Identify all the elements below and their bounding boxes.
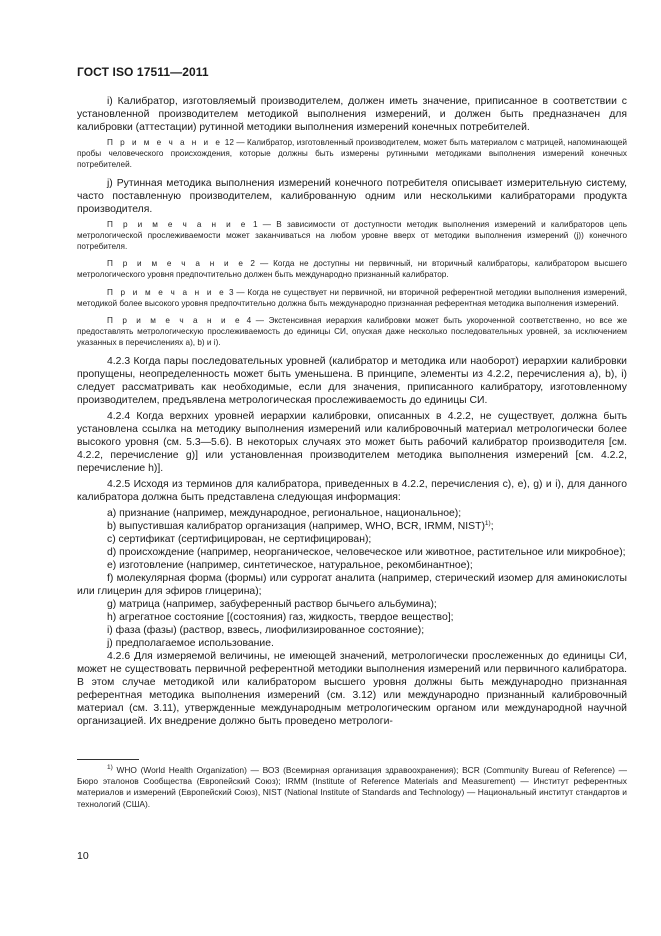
list-item-text: b) выпустившая калибратор организация (например, WHO, BCR, IRMM, NIST) xyxy=(107,520,485,532)
list-item-text: h) агрегатное состояние [(состояния) газ, жидкость, твердое вещество]; xyxy=(107,611,454,623)
list-item xyxy=(77,624,627,637)
note-text: 4 — Экстенсивная иерархия калибровки может быть укороченной соответственно, но все же предоставлять метрологическую прослеживаемость до единицы СИ, опуская даже несколько последовательных уровней, за исключением указанных в перечислениях a), b) и i). xyxy=(77,316,627,348)
list-item xyxy=(77,533,627,546)
body-paragraph: 4.2.5 Исходя из терминов для калибратора, приведенных в 4.2.2, перечисления c), e), g) и i), для данного калибратора должна быть представлена следующая информация: xyxy=(77,478,627,503)
footnote-ref: 1) xyxy=(484,519,491,527)
body-paragraph: 4.2.4 Когда верхних уровней иерархии калибровки, описанных в 4.2.2, не существует, должна быть установлена ссылка на методику выполнения измерений или калибровочный материал метрологически более высокого уровня (см. 5.3—5.6). В некоторых случаях это может быть рабочий калибратор производителя [см. 4.2.2, перечисление g)] или установленная производителем методика выполнения измерений [см. 4.2.2, перечисление h)]. xyxy=(77,410,627,474)
note-label: П р и м е ч а н и е xyxy=(107,287,227,297)
body-paragraph: 4.2.6 Для измеряемой величины, не имеющей значений, метрологически прослеженных до единицы СИ, может не существовать первичной референтной методики выполнения измерений или первичного калибратора. В этом случае методикой или калибратором высшего уровня должны быть международно признанная референтная методика выполнения измерений (см. 3.12) или международно признанный калибровочный материал (см. 3.11), утвержденные международным метрологическим органом или международной научной организацией. Их внедрение должно быть проведено метрологи- xyxy=(77,650,627,727)
list-item xyxy=(77,611,627,624)
list-item-text: f) молекулярная форма (формы) или суррогат аналита (например, стерический изомер для аминокислоты или глицерин для эфиров глицерина); xyxy=(77,572,627,597)
list-item-text: d) происхождение (например, неорганическое, человеческое или животное, растительное или микробное); xyxy=(107,546,626,558)
body-paragraph: j) Рутинная методика выполнения измерений конечного потребителя описывает измерительную систему, часто поставленную производителем, калиброванную одним или несколькими калибраторами продукта производителя. xyxy=(77,177,627,215)
note-text: 3 — Когда не существует ни первичной, ни вторичной референтной методики выполнения измерений, методикой более высокого уровня предпочтительно должна быть международно признанная референтная методика выполнения измерений. xyxy=(77,287,627,308)
footnote xyxy=(77,765,627,810)
list-item xyxy=(77,559,627,572)
note-paragraph xyxy=(77,258,627,280)
note-text: 12 — Калибратор, изготовленный производителем, может быть материалом с матрицей, напоминающей пробы человеческого происхождения, которые должны быть измерены рутинными методиками выполнения измерений конечных потребителей. xyxy=(77,138,627,170)
note-label: П р и м е ч а н и е xyxy=(107,316,242,326)
body-paragraph: i) Калибратор, изготовляемый производителем, должен иметь значение, приписанное в соответствии с установленной производителем методикой выполнения измерений, и должен быть предназначен для калибровки (аттестации) рутинной методики выполнения измерений конечных потребителей. xyxy=(77,96,627,133)
footnote-marker: 1) xyxy=(107,764,113,771)
list-item xyxy=(77,572,627,598)
note-text: 1 — В зависимости от доступности методик выполнения измерений и калибраторов цепь метрологической прослеживаемости может заканчиваться на любом уровне вверх от методики выполнения измерений (j)) конечного потребителя. xyxy=(77,219,627,252)
list-item-text: a) признание (например, международное, региональное, национальное); xyxy=(107,507,462,519)
list-item xyxy=(77,546,627,559)
document-body xyxy=(77,95,627,731)
list-item xyxy=(77,507,627,520)
document-header: ГОСТ ISO 17511—2011 xyxy=(77,65,209,79)
list-item-punct: ; xyxy=(490,520,494,532)
note-paragraph xyxy=(77,315,627,349)
page-number: 10 xyxy=(77,850,89,862)
note-paragraph xyxy=(77,219,627,253)
list-item-text: i) фаза (фазы) (раствор, взвесь, лиофилизированное состояние); xyxy=(107,624,425,636)
note-text: 2 — Когда не доступны ни первичный, ни вторичный калибраторы, калибратором высшего метрологического уровня предпочтительно должен быть международно признанный калибратор. xyxy=(77,259,627,280)
note-label: П р и м е ч а н и е xyxy=(107,259,246,269)
list-item xyxy=(77,637,627,650)
list-item-text: e) изготовление (например, синтетическое, натуральное, рекомбинантное); xyxy=(107,559,473,571)
note-label: П р и м е ч а н и е xyxy=(107,219,248,229)
list-item xyxy=(77,598,627,611)
body-paragraph: 4.2.3 Когда пары последовательных уровней (калибратор и методика или наоборот) иерархии калибровки пропущены, неопределенность может быть уменьшена. В принципе, элементы из 4.2.2, перечисления a), b), i) следует рассматривать как необходимые, если для значения, приписанного калибратору, изготовленному производителем, предъявлена метрологическая прослеживаемость до единицы СИ. xyxy=(77,355,627,406)
note-paragraph xyxy=(77,137,627,171)
list-item-text: g) матрица (например, забуференный раствор бычьего альбумина); xyxy=(107,598,437,610)
list-item xyxy=(77,520,627,533)
list-item-text: c) сертификат (сертифицирован, не сертифицирован); xyxy=(107,533,372,545)
list-item-text: j) предполагаемое использование. xyxy=(107,637,274,649)
footnote-text: WHO (World Health Organization) — ВОЗ (Всемирная организация здравоохранения); BCR (Community Bureau of Reference) — Бюро эталонов Сообщества (Европейский Союз); IRMM (Institute of Reference Materials and Measurement) — Институт референтных материалов и измерений (Европейский Союз), NIST (National Institute of Standards and Technology) — Национальный институт стандартов и технологий (США). xyxy=(77,765,627,809)
note-label: П р и м е ч а н и е xyxy=(107,138,223,147)
footnote-separator xyxy=(77,759,139,760)
note-paragraph xyxy=(77,287,627,309)
